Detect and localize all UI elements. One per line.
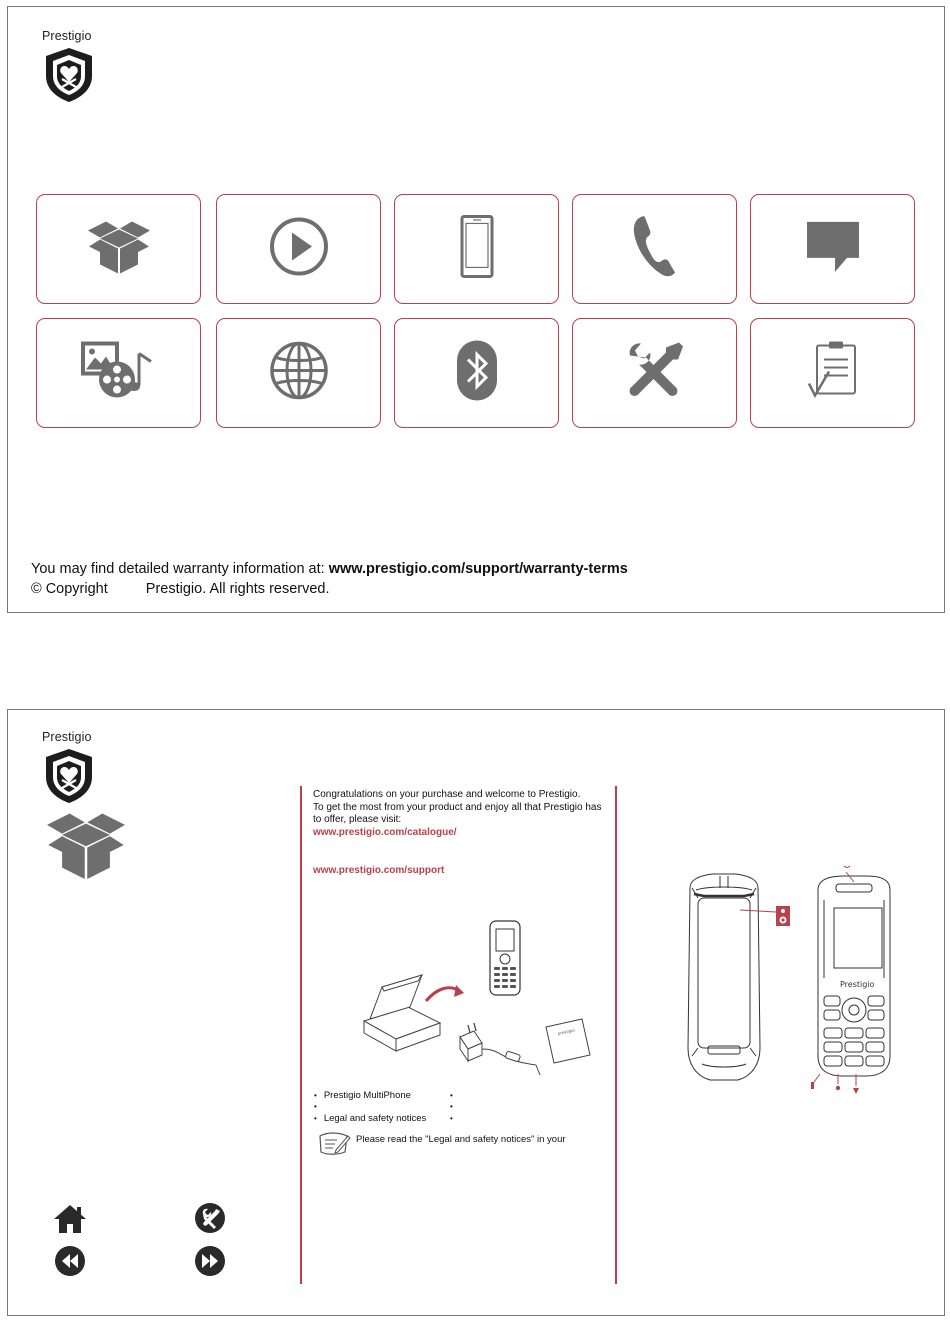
phone-illustration xyxy=(490,921,520,995)
prestigio-shield-icon xyxy=(42,46,96,104)
warranty-text: You may find detailed warranty information at: xyxy=(31,561,329,577)
column-divider-right xyxy=(615,786,617,1284)
prestigio-shield-icon xyxy=(42,747,96,805)
brand-name: Prestigio xyxy=(42,730,92,744)
gift-box-illustration xyxy=(364,975,440,1051)
brand-logo xyxy=(42,730,108,810)
copyright-prefix: © Copyright xyxy=(31,581,108,597)
smartphone-icon xyxy=(460,214,494,278)
phone-back-view xyxy=(688,874,760,1080)
tile-device[interactable] xyxy=(394,194,559,304)
contents-item xyxy=(450,1090,460,1101)
photo-film-music-icon xyxy=(79,340,159,402)
port-icons xyxy=(811,1082,859,1094)
tile-settings[interactable] xyxy=(572,318,737,428)
note-pencil-icon xyxy=(317,1130,351,1156)
tile-messages[interactable] xyxy=(750,194,915,304)
intro-line: Congratulations on your purchase and welcome to Prestigio. xyxy=(313,789,581,800)
support-link[interactable]: www.prestigio.com/support xyxy=(313,865,445,876)
package-contents-illustration xyxy=(360,915,592,1081)
contents-item xyxy=(314,1101,324,1112)
warranty-footer xyxy=(31,559,628,599)
contents-item: • Prestigio MultiPhone xyxy=(314,1090,411,1101)
globe-icon xyxy=(268,340,330,402)
warranty-line xyxy=(31,559,628,579)
bluetooth-icon xyxy=(456,340,498,402)
tile-bluetooth[interactable] xyxy=(394,318,559,428)
box-contents-page xyxy=(7,709,945,1316)
catalogue-link[interactable]: www.prestigio.com/catalogue/ xyxy=(313,826,457,838)
warranty-link[interactable]: www.prestigio.com/support/warranty-terms xyxy=(328,561,628,577)
tile-getting-started[interactable] xyxy=(216,194,381,304)
copyright-suffix: Prestigio. All rights reserved. xyxy=(145,581,330,597)
charger-illustration xyxy=(460,1023,540,1075)
contents-item xyxy=(450,1101,460,1112)
open-box-icon xyxy=(42,806,130,884)
brand-name: Prestigio xyxy=(42,29,92,43)
tools-icon[interactable] xyxy=(194,1202,226,1234)
tile-internet[interactable] xyxy=(216,318,381,428)
rewind-icon[interactable] xyxy=(54,1245,86,1277)
svg-text:prestigio: prestigio xyxy=(557,1027,576,1036)
intro-line: to offer, please visit: xyxy=(313,814,402,825)
play-circle-icon xyxy=(268,216,330,278)
phone-brand-label: Prestigio xyxy=(840,980,875,989)
contents-item xyxy=(450,1113,460,1124)
tile-calls[interactable] xyxy=(572,194,737,304)
brand-logo xyxy=(42,29,108,109)
phone-front-view xyxy=(818,876,890,1076)
contents-item: • Legal and safety notices xyxy=(314,1113,426,1124)
intro-text xyxy=(313,789,602,839)
tile-specifications[interactable] xyxy=(750,318,915,428)
cover-page xyxy=(7,6,945,613)
note-text: Please read the "Legal and safety notices" in your xyxy=(356,1134,566,1145)
copyright-line xyxy=(31,579,628,599)
manual-illustration xyxy=(546,1019,590,1063)
column-divider-left xyxy=(300,786,302,1284)
tile-box-contents[interactable] xyxy=(36,194,201,304)
speech-bubble-icon xyxy=(805,220,861,274)
wrench-screwdriver-icon xyxy=(624,340,686,402)
phone-handset-icon xyxy=(632,214,678,278)
intro-line: To get the most from your product and enjoy all that Prestigio has xyxy=(313,801,602,813)
fast-forward-icon[interactable] xyxy=(194,1245,226,1277)
phone-layout-diagram xyxy=(668,860,898,1100)
tile-multimedia[interactable] xyxy=(36,318,201,428)
clipboard-check-icon xyxy=(807,340,859,402)
open-box-icon xyxy=(86,216,152,278)
home-icon[interactable] xyxy=(52,1203,88,1235)
